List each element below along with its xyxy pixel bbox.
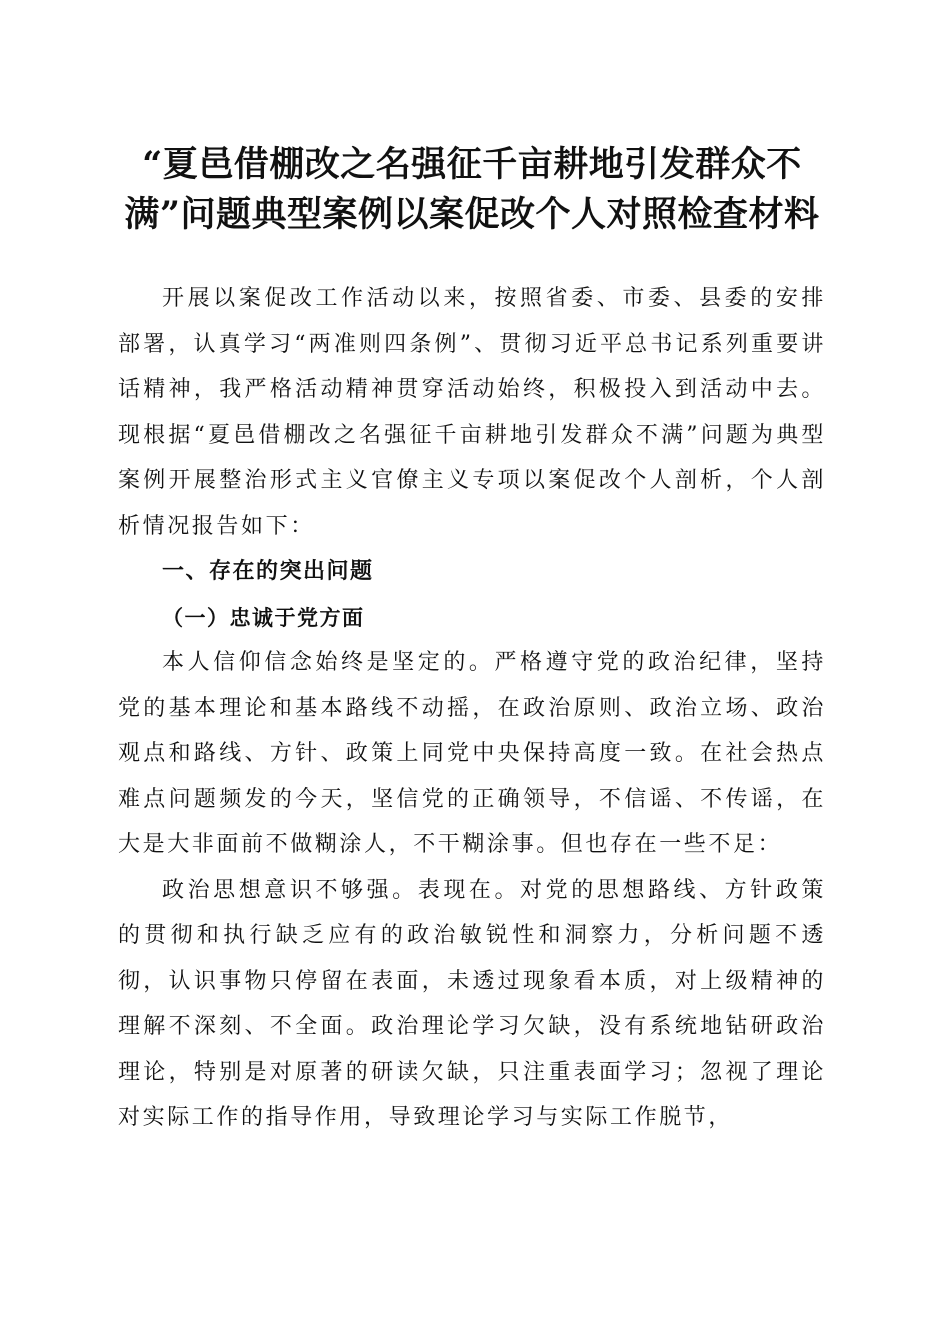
title-line-1: “夏邑借棚改之名强征千亩耕地引发群众不 — [142, 144, 802, 185]
subsection-heading-loyalty: （一）忠诚于党方面 — [162, 604, 365, 630]
body-paragraph-political-awareness: 政治思想意识不够强。表现在。对党的思想路线、方针政策的贯彻和执行缺乏应有的政治敏锐性和洞察力，分析问题不透彻，认识事物只停留在表面，未透过现象看本质，对上级精神的理解不深刻、不全面。政治理论学习欠缺，没有系统地钻研政治理论，特别是对原著的研读欠缺，只注重表面学习；忽视了理论对实际工作的指导作用，导致理论学习与实际工作脱节， — [118, 877, 826, 1130]
document-title — [118, 140, 826, 240]
document-body — [118, 276, 826, 1141]
section-heading-problems: 一、存在的突出问题 — [162, 559, 374, 584]
intro-paragraph: 开展以案促改工作活动以来，按照省委、市委、县委的安排部署，认真学习“两准则四条例”、贯彻习近平总书记系列重要讲话精神，我严格活动精神贯穿活动始终，积极投入到活动中去。现根据“夏邑借棚改之名强征千亩耕地引发群众不满”问题为典型案例开展整治形式主义官僚主义专项以案促改个人剖析，个人剖析情况报告如下： — [118, 286, 826, 539]
body-paragraph-belief: 本人信仰信念始终是坚定的。严格遵守党的政治纪律，坚持党的基本理论和基本路线不动摇，在政治原则、政治立场、政治观点和路线、方针、政策上同党中央保持高度一致。在社会热点难点问题频发的今天，坚信党的正确领导，不信谣、不传谣，在大是大非面前不做糊涂人，不干糊涂事。但也存在一些不足： — [118, 650, 826, 857]
title-line-2: 满”问题典型案例以案促改个人对照检查材料 — [124, 194, 820, 235]
